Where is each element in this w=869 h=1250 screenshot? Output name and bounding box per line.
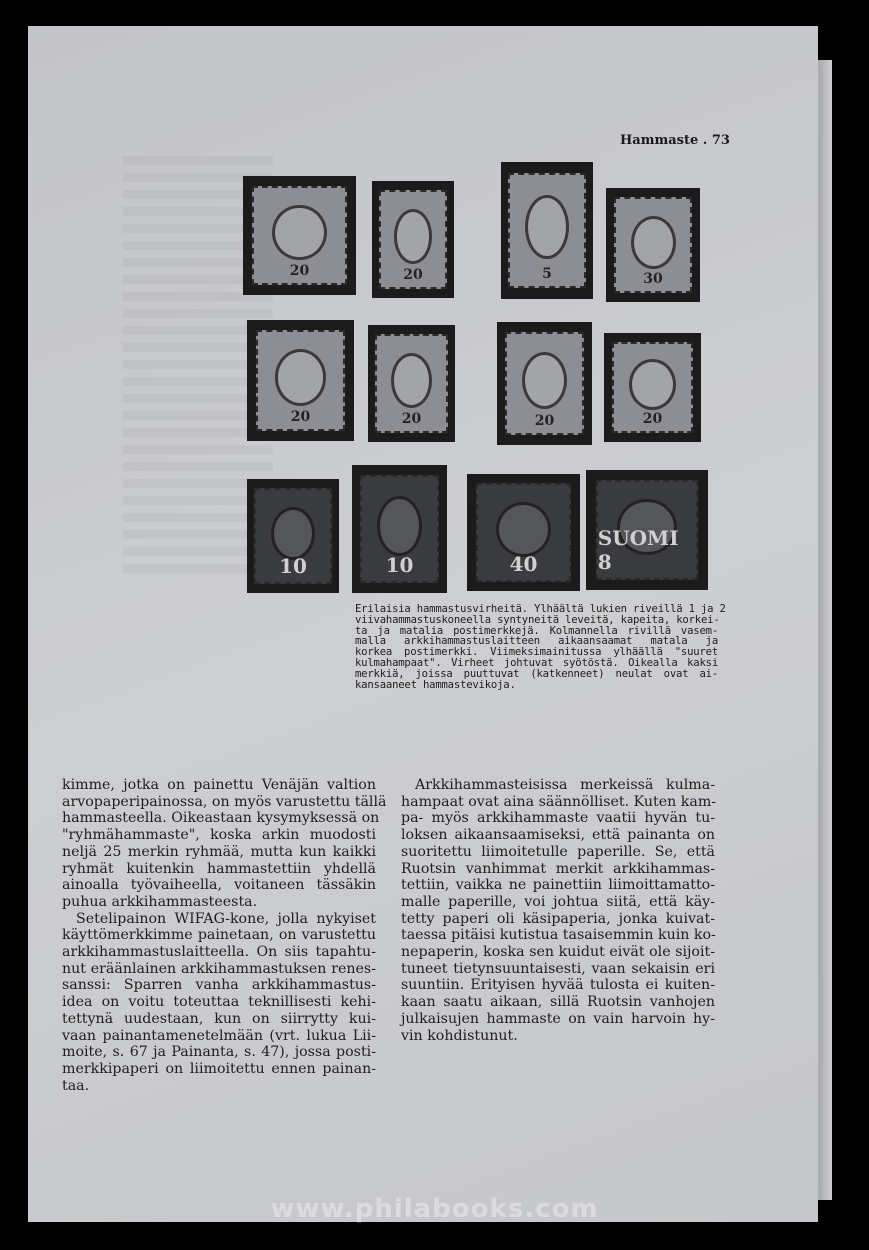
running-header: Hammaste . 73: [620, 133, 730, 148]
right-column-text: [401, 777, 715, 1044]
stamp-value: 30: [643, 270, 663, 287]
stamp-emblem: [391, 353, 432, 408]
text-line: julkaisujen hammaste on vain harvoin hy-: [401, 1010, 715, 1027]
stamp-value: 40: [509, 551, 538, 576]
text-line: Erilaisia hammastusvirheitä. Ylhäältä lukien riveillä 1 ja 2: [355, 603, 726, 615]
stamp-value: SUOMI 8: [597, 526, 679, 575]
stamp-face: [256, 330, 346, 432]
text-line: korkea postimerkki. Viimeksimainitussa ylhäällä "suuret: [355, 646, 718, 659]
stamp-face: [252, 186, 347, 286]
stamp-2: [372, 181, 454, 298]
text-line: viivahammastuskoneella syntyneitä leveitä, kapeita, korkei-: [355, 613, 720, 626]
stamp-value: 20: [403, 266, 423, 283]
text-line: vaan painantamenetelmään (vrt. lukua Lii-: [62, 1027, 376, 1044]
text-line: taa.: [62, 1077, 90, 1094]
watermark: www.philabooks.com: [270, 1194, 599, 1224]
stamp-9: [247, 479, 339, 593]
stamp-face: [614, 197, 693, 293]
stamp-emblem: [631, 216, 676, 269]
left-column-text: [62, 777, 387, 1094]
stamp-value: 20: [289, 263, 310, 280]
stamp-7: [497, 322, 592, 445]
text-line: loksen aikaansaamiseksi, että painanta on: [401, 827, 715, 844]
text-line: nepaperin, koska sen kuidut eivät ole sijoit-: [401, 944, 715, 961]
stamp-12: [586, 470, 708, 590]
text-line: idea on voitu toteuttaa teknillisesti kehi-: [62, 994, 376, 1011]
text-line: "ryhmähammaste", koska arkin muodosti: [62, 827, 376, 844]
stamp-4: [606, 188, 700, 302]
stamp-3: [501, 162, 593, 299]
text-line: malla arkkihammastuslaitteen aikaansaamat matala ja: [355, 635, 718, 648]
stamp-8: [604, 333, 701, 442]
text-line: kimme, jotka on painettu Venäjän valtion: [62, 777, 376, 793]
stamp-face: [596, 480, 699, 581]
figure-caption: [355, 603, 726, 691]
stamp-value: 10: [279, 553, 307, 578]
text-line: taessa pitäisi kutistua tasaisemmin kuin ko-: [401, 927, 716, 944]
stamp-emblem: [377, 496, 423, 556]
stamp-face: [612, 342, 694, 434]
text-line: kansaaneet hammastevikoja.: [355, 678, 516, 691]
text-line: puhua arkkihammasteesta.: [62, 893, 258, 910]
stamp-emblem: [272, 205, 327, 261]
stamp-face: [505, 332, 585, 435]
text-line: arkkihammastuslaitteella. On siis tapahtu-: [62, 944, 376, 961]
stamp-value: 20: [290, 409, 311, 426]
text-line: kulmahampaat". Virheet johtuvat syötöstä. Oikealla kaksi: [355, 656, 718, 669]
text-line: tuneet tietynsuuntaisesti, vaan sekaisin eri: [401, 960, 715, 977]
text-line: käyttömerkkimme painetaan, on varustettu: [62, 927, 376, 944]
stamp-1: [243, 176, 356, 295]
stamp-emblem: [522, 352, 568, 410]
text-line: ta ja matalia postimerkkejä. Kolmannella rivillä vasem-: [355, 624, 718, 637]
stamp-value: 20: [534, 413, 555, 430]
stamp-emblem: [629, 359, 676, 410]
stamp-emblem: [271, 507, 315, 560]
text-line: tetty paperi oli käsipaperia, jonka kuivat-: [401, 910, 715, 927]
text-line: ainoalla työvaiheella, voitaneen tässäkin: [62, 877, 376, 894]
text-line: arvopaperipainossa, on myös varustettu tällä: [62, 793, 387, 810]
text-line: Setelipainon WIFAG-kone, jolla nykyiset: [76, 910, 376, 927]
stamp-6: [368, 325, 455, 442]
text-line: hampaat ovat aina säännölliset. Kuten kam-: [401, 793, 717, 810]
text-line: tettynä uudestaan, kun on siirrytty kui-: [62, 1010, 376, 1027]
stamp-face: [379, 190, 448, 288]
text-line: hammasteella. Oikeastaan kysymyksessä on: [62, 810, 380, 827]
text-line: ryhmät kuitenkin hammastettiin yhdellä: [62, 860, 376, 877]
stamp-emblem: [525, 195, 569, 259]
stamp-value: 20: [401, 410, 422, 427]
text-line: merkkipaperi on liimoitettu ennen painan-: [62, 1060, 376, 1077]
text-line: sanssi: Sparren vanha arkkihammastus-: [62, 977, 376, 994]
stamp-10: [352, 465, 447, 593]
stamp-face: [375, 334, 448, 432]
stamp-emblem: [394, 209, 433, 264]
text-line: neljä 25 merkin ryhmää, mutta kun kaikki: [62, 843, 376, 860]
stamp-5: [247, 320, 354, 441]
stamp-value: 10: [385, 552, 414, 577]
stamp-value: 20: [642, 411, 663, 428]
stamp-11: [467, 474, 580, 591]
stamp-value: 5: [542, 266, 552, 283]
stamp-face: [476, 483, 571, 581]
stamp-emblem: [496, 502, 551, 557]
text-line: kaan saatu aikaan, sillä Ruotsin vanhojen: [401, 994, 715, 1011]
text-line: merkkiä, joissa puuttuvat (katkenneet) neulat ovat ai-: [355, 667, 718, 680]
stamp-face: [360, 475, 440, 583]
stamp-emblem: [275, 349, 327, 406]
text-line: nut eräänlainen arkkihammastuksen renes-: [62, 960, 376, 977]
stamp-face: [508, 173, 585, 288]
text-line: vin kohdistunut.: [401, 1027, 518, 1044]
text-line: moite, s. 67 ja Painanta, s. 47), jossa posti-: [62, 1044, 376, 1061]
text-line: tettiin, vaikka ne painettiin liimoittamatto-: [401, 877, 715, 894]
text-line: pa- myös arkkihammaste vaatii hyvän tu-: [401, 810, 715, 827]
text-line: suuntiin. Erityisen hyvää tulosta ei kuiten-: [401, 977, 715, 994]
text-line: Arkkihammasteisissa merkeissä kulma-: [415, 777, 715, 793]
text-line: Ruotsin vanhimmat merkit arkkihammas-: [401, 860, 715, 877]
stamp-face: [254, 488, 331, 584]
text-line: malle paperille, voi johtua siitä, että käy-: [401, 893, 715, 910]
text-line: suoritettu liimoitetulle paperille. Se, että: [401, 843, 715, 860]
